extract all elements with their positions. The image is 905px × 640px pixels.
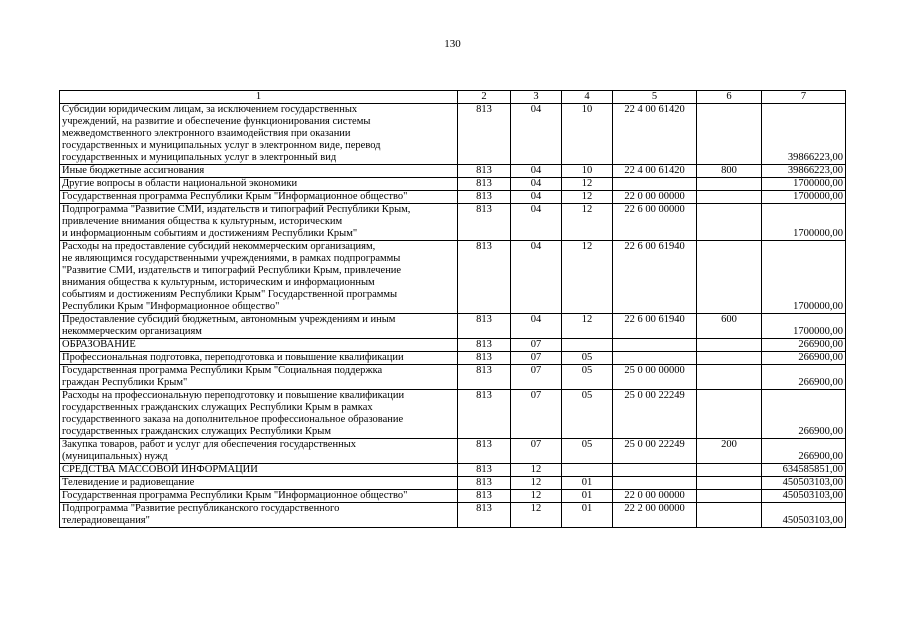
row-amount: 1700000,00 [762,178,846,191]
row-target-code [613,352,697,365]
row-subsection-code: 05 [562,439,613,464]
row-ministry-code: 813 [458,365,511,390]
table-row [60,490,846,503]
column-header: 6 [697,91,762,104]
row-target-code [613,339,697,352]
row-expense-type [697,490,762,503]
row-section-code: 04 [511,241,562,314]
row-name: Субсидии юридическим лицам, за исключением государственных учреждений, на развитие и обеспечение функционирования системы межведомственного электронного взаимодействия при оказании государственных и муниципальных услуг в электронном виде, перевод государственных и муниципальных услуг в электронный вид [60,104,458,165]
page-number: 130 [444,38,461,50]
row-subsection-code [562,339,613,352]
row-ministry-code: 813 [458,204,511,241]
row-amount: 266900,00 [762,439,846,464]
row-subsection-code: 05 [562,352,613,365]
row-name: Подпрограмма "Развитие СМИ, издательств и типографий Республики Крым, привлечение внимания общества к культурным, историческим и информационным событиям и достижениям Республики Крым" [60,204,458,241]
row-name: Государственная программа Республики Крым "Информационное общество" [60,490,458,503]
column-header: 5 [613,91,697,104]
row-target-code: 22 0 00 00000 [613,191,697,204]
row-target-code: 22 4 00 61420 [613,165,697,178]
row-expense-type [697,339,762,352]
row-expense-type [697,241,762,314]
table-row [60,165,846,178]
table-row [60,365,846,390]
row-expense-type [697,503,762,528]
row-section-code: 04 [511,165,562,178]
row-ministry-code: 813 [458,390,511,439]
row-section-code: 07 [511,439,562,464]
table-row [60,314,846,339]
row-subsection-code: 12 [562,178,613,191]
row-expense-type [697,477,762,490]
row-subsection-code: 12 [562,241,613,314]
row-expense-type: 600 [697,314,762,339]
row-section-code: 04 [511,178,562,191]
row-subsection-code: 12 [562,314,613,339]
table-row [60,352,846,365]
row-subsection-code: 01 [562,503,613,528]
row-amount: 266900,00 [762,339,846,352]
row-ministry-code: 813 [458,178,511,191]
row-section-code: 07 [511,390,562,439]
budget-table [59,90,846,528]
table-row [60,439,846,464]
row-section-code: 04 [511,204,562,241]
row-name: Расходы на предоставление субсидий некоммерческим организациям, не являющимся государственными учреждениями, в рамках подпрограммы "Развитие СМИ, издательств и типографий Республики Крым, привлечение внимания общества к культурным, историческим и информационным событиям и достижениям Республики Крым" Государственной программы Республики Крым "Информационное общество" [60,241,458,314]
row-ministry-code: 813 [458,339,511,352]
row-section-code: 07 [511,352,562,365]
row-target-code: 25 0 00 22249 [613,390,697,439]
row-name: Расходы на профессиональную переподготовку и повышение квалификации государственных гражданских служащих Республики Крым в рамках государственного заказа на дополнительное профессиональное образование государственных гражданских служащих Республики Крым [60,390,458,439]
row-amount: 39866223,00 [762,104,846,165]
row-expense-type [697,390,762,439]
row-subsection-code: 01 [562,490,613,503]
row-ministry-code: 813 [458,165,511,178]
row-subsection-code: 10 [562,165,613,178]
row-subsection-code: 12 [562,191,613,204]
row-ministry-code: 813 [458,314,511,339]
row-expense-type [697,464,762,477]
row-ministry-code: 813 [458,191,511,204]
row-name: Профессиональная подготовка, переподготовка и повышение квалификации [60,352,458,365]
row-subsection-code: 05 [562,390,613,439]
row-amount: 1700000,00 [762,241,846,314]
table-row [60,104,846,165]
row-section-code: 12 [511,503,562,528]
row-section-code: 04 [511,314,562,339]
row-name: ОБРАЗОВАНИЕ [60,339,458,352]
row-amount: 450503103,00 [762,503,846,528]
row-subsection-code: 12 [562,204,613,241]
row-section-code: 12 [511,464,562,477]
row-name: Предоставление субсидий бюджетным, автономным учреждениям и иным некоммерческим организациям [60,314,458,339]
row-target-code: 22 6 00 00000 [613,204,697,241]
table-header-row [60,91,846,104]
row-ministry-code: 813 [458,477,511,490]
row-section-code: 07 [511,365,562,390]
row-subsection-code: 10 [562,104,613,165]
row-target-code: 22 2 00 00000 [613,503,697,528]
row-ministry-code: 813 [458,503,511,528]
row-ministry-code: 813 [458,352,511,365]
row-section-code: 12 [511,477,562,490]
row-name: Государственная программа Республики Крым "Социальная поддержка граждан Республики Крым" [60,365,458,390]
row-target-code: 25 0 00 22249 [613,439,697,464]
row-expense-type [697,352,762,365]
row-amount: 266900,00 [762,352,846,365]
row-name: СРЕДСТВА МАССОВОЙ ИНФОРМАЦИИ [60,464,458,477]
column-header: 3 [511,91,562,104]
row-subsection-code: 01 [562,477,613,490]
row-amount: 450503103,00 [762,490,846,503]
row-amount: 266900,00 [762,390,846,439]
row-ministry-code: 813 [458,241,511,314]
row-target-code: 22 0 00 00000 [613,490,697,503]
row-name: Государственная программа Республики Крым "Информационное общество" [60,191,458,204]
row-amount: 266900,00 [762,365,846,390]
row-name: Телевидение и радиовещание [60,477,458,490]
row-target-code [613,178,697,191]
column-header: 2 [458,91,511,104]
row-expense-type [697,204,762,241]
row-target-code [613,477,697,490]
row-ministry-code: 813 [458,490,511,503]
row-expense-type [697,178,762,191]
row-target-code: 25 0 00 00000 [613,365,697,390]
table-row [60,204,846,241]
column-header: 7 [762,91,846,104]
row-name: Подпрограмма "Развитие республиканского государственного телерадиовещания" [60,503,458,528]
table-row [60,241,846,314]
row-amount: 39866223,00 [762,165,846,178]
row-expense-type: 200 [697,439,762,464]
table-row [60,390,846,439]
row-amount: 1700000,00 [762,191,846,204]
row-name: Закупка товаров, работ и услуг для обеспечения государственных (муниципальных) нужд [60,439,458,464]
row-amount: 634585851,00 [762,464,846,477]
row-ministry-code: 813 [458,104,511,165]
row-amount: 1700000,00 [762,204,846,241]
row-subsection-code [562,464,613,477]
row-expense-type [697,104,762,165]
row-section-code: 07 [511,339,562,352]
row-expense-type [697,191,762,204]
row-name: Другие вопросы в области национальной экономики [60,178,458,191]
table-row [60,464,846,477]
row-expense-type [697,365,762,390]
table-row [60,477,846,490]
row-target-code [613,464,697,477]
row-target-code: 22 6 00 61940 [613,314,697,339]
column-header: 4 [562,91,613,104]
row-ministry-code: 813 [458,464,511,477]
table-row [60,191,846,204]
table-row [60,503,846,528]
row-section-code: 04 [511,191,562,204]
table-row [60,339,846,352]
row-section-code: 12 [511,490,562,503]
row-name: Иные бюджетные ассигнования [60,165,458,178]
column-header: 1 [60,91,458,104]
row-amount: 450503103,00 [762,477,846,490]
row-ministry-code: 813 [458,439,511,464]
row-section-code: 04 [511,104,562,165]
row-expense-type: 800 [697,165,762,178]
row-amount: 1700000,00 [762,314,846,339]
table-row [60,178,846,191]
row-target-code: 22 6 00 61940 [613,241,697,314]
row-target-code: 22 4 00 61420 [613,104,697,165]
row-subsection-code: 05 [562,365,613,390]
